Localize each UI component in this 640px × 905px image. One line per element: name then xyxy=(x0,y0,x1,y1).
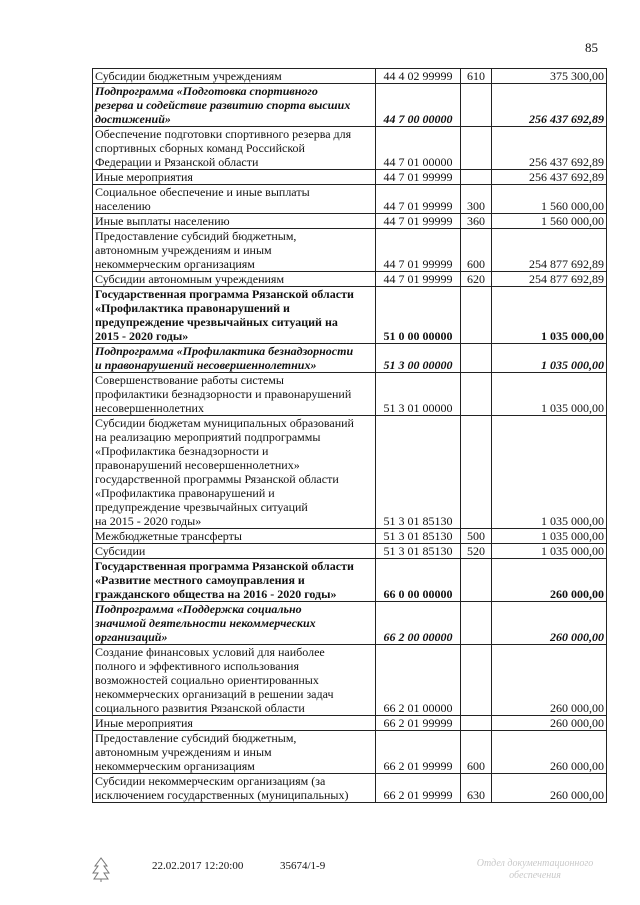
cell-code: 66 2 01 99999 xyxy=(376,774,461,803)
table-row xyxy=(93,373,607,416)
cell-sum: 256 437 692,89 xyxy=(492,84,607,127)
cell-code: 51 0 00 00000 xyxy=(376,287,461,344)
table-row xyxy=(93,731,607,774)
cell-sum: 260 000,00 xyxy=(492,559,607,602)
cell-code: 44 7 00 00000 xyxy=(376,84,461,127)
cell-code: 51 3 01 85130 xyxy=(376,529,461,544)
cell-name: Создание финансовых условий для наиболее полного и эффективного использования возможностей социально ориентированных некоммерческих организаций в решении задач социального развития Рязанской области xyxy=(93,645,376,716)
cell-name: Совершенствование работы системы профилактики безнадзорности и правонарушений несовершеннолетних xyxy=(93,373,376,416)
table-row xyxy=(93,69,607,84)
footer-doc-id: 35674/1-9 xyxy=(280,860,326,872)
table-row xyxy=(93,127,607,170)
cell-name: Субсидии xyxy=(93,544,376,559)
cell-name: Иные выплаты населению xyxy=(93,214,376,229)
cell-type xyxy=(461,344,492,373)
cell-name: Государственная программа Рязанской области «Профилактика правонарушений и предупреждение чрезвычайных ситуаций на 2015 - 2020 годы» xyxy=(93,287,376,344)
cell-type: 500 xyxy=(461,529,492,544)
cell-name: Подпрограмма «Подготовка спортивного резерва и содействие развитию спорта высших достижений» xyxy=(93,84,376,127)
cell-sum: 256 437 692,89 xyxy=(492,127,607,170)
cell-name: Социальное обеспечение и иные выплаты населению xyxy=(93,185,376,214)
cell-code: 44 7 01 99999 xyxy=(376,214,461,229)
cell-type: 600 xyxy=(461,229,492,272)
cell-name: Иные мероприятия xyxy=(93,716,376,731)
table-row xyxy=(93,287,607,344)
table-row xyxy=(93,214,607,229)
cell-name: Подпрограмма «Профилактика безнадзорности и правонарушений несовершеннолетних» xyxy=(93,344,376,373)
budget-table xyxy=(92,68,607,803)
cell-name: Государственная программа Рязанской области «Развитие местного самоуправления и гражданского общества на 2016 - 2020 годы» xyxy=(93,559,376,602)
cell-sum: 1 560 000,00 xyxy=(492,214,607,229)
cell-sum: 256 437 692,89 xyxy=(492,170,607,185)
table-row xyxy=(93,229,607,272)
cell-sum: 1 035 000,00 xyxy=(492,287,607,344)
cell-sum: 260 000,00 xyxy=(492,645,607,716)
cell-type: 620 xyxy=(461,272,492,287)
cell-sum: 254 877 692,89 xyxy=(492,272,607,287)
cell-name: Субсидии бюджетам муниципальных образований на реализацию мероприятий подпрограммы «Профилактика безнадзорности и правонарушений несовершеннолетних» государственной программы Рязанской области «Профилактика правонарушений и предупреждение чрезвычайных ситуаций на 2015 - 2020 годы» xyxy=(93,416,376,529)
cell-sum: 1 035 000,00 xyxy=(492,544,607,559)
cell-name: Обеспечение подготовки спортивного резерва для спортивных сборных команд Российской Федерации и Рязанской области xyxy=(93,127,376,170)
cell-type xyxy=(461,602,492,645)
cell-sum: 1 560 000,00 xyxy=(492,185,607,214)
cell-name: Субсидии некоммерческим организациям (за исключением государственных (муниципальных) xyxy=(93,774,376,803)
table-row xyxy=(93,170,607,185)
cell-sum: 260 000,00 xyxy=(492,716,607,731)
cell-type xyxy=(461,170,492,185)
table-row xyxy=(93,544,607,559)
cell-type xyxy=(461,716,492,731)
cell-code: 44 7 01 99999 xyxy=(376,229,461,272)
cell-type xyxy=(461,559,492,602)
budget-table-body xyxy=(93,69,607,803)
cell-sum: 375 300,00 xyxy=(492,69,607,84)
cell-type xyxy=(461,416,492,529)
cell-type: 610 xyxy=(461,69,492,84)
cell-code: 51 3 01 00000 xyxy=(376,373,461,416)
cell-type: 360 xyxy=(461,214,492,229)
cell-code: 44 7 01 99999 xyxy=(376,185,461,214)
cell-code: 51 3 01 85130 xyxy=(376,544,461,559)
cell-sum: 1 035 000,00 xyxy=(492,373,607,416)
cell-code: 51 3 00 00000 xyxy=(376,344,461,373)
cell-type xyxy=(461,645,492,716)
table-row xyxy=(93,185,607,214)
cell-code: 44 7 01 00000 xyxy=(376,127,461,170)
emblem-icon xyxy=(90,856,112,882)
table-row xyxy=(93,416,607,529)
cell-name: Межбюджетные трансферты xyxy=(93,529,376,544)
cell-type: 600 xyxy=(461,731,492,774)
page-number: 85 xyxy=(585,40,598,55)
cell-sum: 260 000,00 xyxy=(492,774,607,803)
cell-sum: 260 000,00 xyxy=(492,602,607,645)
footer-watermark xyxy=(450,858,620,882)
cell-name: Подпрограмма «Поддержка социально значимой деятельности некоммерческих организаций» xyxy=(93,602,376,645)
cell-name: Субсидии бюджетным учреждениям xyxy=(93,69,376,84)
watermark-text: Отдел документационного обеспечения xyxy=(476,858,594,881)
cell-code: 44 7 01 99999 xyxy=(376,272,461,287)
cell-sum: 1 035 000,00 xyxy=(492,529,607,544)
cell-type xyxy=(461,127,492,170)
cell-type xyxy=(461,373,492,416)
cell-type xyxy=(461,84,492,127)
table-row xyxy=(93,716,607,731)
cell-sum: 1 035 000,00 xyxy=(492,416,607,529)
cell-code: 66 0 00 00000 xyxy=(376,559,461,602)
cell-type: 630 xyxy=(461,774,492,803)
cell-type: 520 xyxy=(461,544,492,559)
table-row xyxy=(93,774,607,803)
cell-name: Иные мероприятия xyxy=(93,170,376,185)
footer-timestamp: 22.02.2017 12:20:00 xyxy=(152,860,244,872)
page-footer xyxy=(90,858,620,888)
cell-name: Субсидии автономным учреждениям xyxy=(93,272,376,287)
cell-code: 66 2 01 99999 xyxy=(376,716,461,731)
table-row xyxy=(93,529,607,544)
cell-code: 51 3 01 85130 xyxy=(376,416,461,529)
table-row xyxy=(93,344,607,373)
cell-type: 300 xyxy=(461,185,492,214)
cell-sum: 254 877 692,89 xyxy=(492,229,607,272)
table-row xyxy=(93,272,607,287)
table-row xyxy=(93,84,607,127)
cell-code: 66 2 01 99999 xyxy=(376,731,461,774)
table-row xyxy=(93,602,607,645)
cell-code: 44 4 02 99999 xyxy=(376,69,461,84)
cell-name: Предоставление субсидий бюджетным, автономным учреждениям и иным некоммерческим организациям xyxy=(93,229,376,272)
table-row xyxy=(93,645,607,716)
cell-name: Предоставление субсидий бюджетным, автономным учреждениям и иным некоммерческим организациям xyxy=(93,731,376,774)
cell-sum: 260 000,00 xyxy=(492,731,607,774)
table-row xyxy=(93,559,607,602)
cell-code: 44 7 01 99999 xyxy=(376,170,461,185)
cell-code: 66 2 00 00000 xyxy=(376,602,461,645)
cell-type xyxy=(461,287,492,344)
cell-code: 66 2 01 00000 xyxy=(376,645,461,716)
cell-sum: 1 035 000,00 xyxy=(492,344,607,373)
